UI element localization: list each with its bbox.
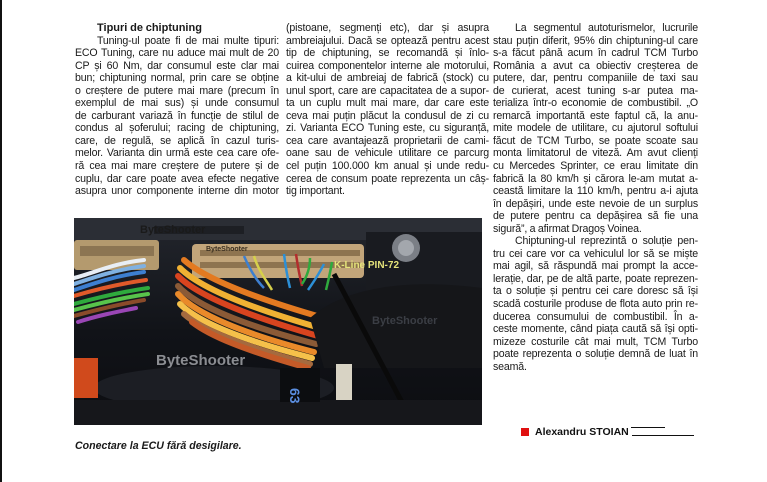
text-line: asupra unor componente interne din motor: [75, 185, 279, 198]
text-line: a kit-ului de ambreiaj de fabrică (stock) cu: [286, 72, 489, 85]
red-square-icon: [521, 428, 529, 436]
text-line: ECO Tuning, care nu aduce mai mult de 20: [75, 47, 279, 60]
article-column-1: [75, 22, 279, 198]
watermark-text: ByteShooter: [372, 315, 438, 327]
text-line: zi. Varianta ECO Tuning este, cu siguranță,: [286, 122, 489, 135]
text-line: România a avut ca obiectiv creșterea de: [493, 59, 698, 72]
text-line: melor. Varianta din urmă este cea care ofe-: [75, 147, 279, 160]
text-line: unul sport, care are capacitatea de a supor-: [286, 84, 489, 97]
text-line: ră cea mai mare creștere de putere și de: [75, 160, 279, 173]
text-line: (pistoane, segmenți etc), dar și asupra: [286, 22, 489, 34]
text-line: ceste momente, când piața caută să își opti-: [493, 323, 698, 336]
author-name: Alexandru STOIAN: [535, 426, 629, 438]
text-line: tig important.: [286, 185, 345, 198]
text-line: La segmentul autoturismelor, lucrurile: [515, 22, 698, 34]
text-line: ta un cuplu mult mai mare, dar care este: [286, 97, 489, 110]
text-line: Tuning-ul poate fi de mai multe tipuri:: [97, 34, 279, 47]
photo-caption: Conectare la ECU fără desigilare.: [75, 440, 242, 452]
text-line: scadă costurile produse de flota auto prin re-: [493, 298, 698, 311]
text-line: tip de chiptuning, se recomandă și înlo-: [286, 47, 489, 60]
text-line: ambreiajului. Dacă se optează pentru acest: [286, 34, 489, 47]
text-line: terializa într-o economie de combustibil. „O: [493, 97, 698, 110]
text-line: mite modele de utilitare, cu ajutorul softului: [493, 122, 698, 135]
text-line: de putere pentru ca depășirea să fie una: [493, 210, 698, 223]
watermark-text: ByteShooter: [206, 246, 248, 253]
text-line: cuirea componentelor interne ale motorului,: [286, 59, 489, 72]
text-line: cuplu, dar care poate avea efecte negative: [75, 172, 279, 185]
text-line: ceastă limitare la 110 km/h, pentru a-i ajuta: [493, 185, 698, 198]
text-line: mizeze costurile cât mai mult, TCM Turbo: [493, 335, 698, 348]
text-line: de carburant variază în funcție de stilul de: [75, 109, 279, 122]
article-subheading: Tipuri de chiptuning: [97, 22, 202, 34]
text-line: în depășiri, unde este nevoie de un surplus: [493, 197, 698, 210]
text-line: mai agil, să răspundă mai prompt la acce-: [493, 260, 698, 273]
text-line: lerație, dar, pe de altă parte, poate reprezen-: [493, 272, 698, 285]
svg-text:63: 63: [287, 388, 303, 404]
decorative-rule: [632, 435, 694, 436]
text-line: seamă.: [493, 360, 527, 373]
text-line: tru cei care vor ca vehiculul lor să se miște: [493, 247, 698, 260]
text-line: cel puțin 100.000 km anual și unde redu-: [286, 160, 489, 173]
text-line: condus al șoferului; racing de chiptuning,: [75, 122, 279, 135]
text-line: ta o soluție și pentru cei care doresc să își: [493, 285, 698, 298]
article-column-3: [493, 22, 698, 373]
text-line: cea care avantajează proprietarii de cami-: [286, 134, 489, 147]
text-line: o creștere de putere mai mare (precum în: [75, 84, 279, 97]
text-line: oane sau de vehicule utilitare ce parcurg: [286, 147, 489, 160]
text-line: CP și 60 Nm, dar consumul este clar mai: [75, 59, 279, 72]
text-line: monta limitatorul de viteză. Am avut clienți: [493, 147, 698, 160]
text-line: stau puțin diferit, 95% din chiptuning-ul care: [493, 34, 698, 47]
article-column-2: [286, 22, 489, 198]
text-line: sigură”, a afirmat Dragoș Voinea.: [493, 222, 642, 235]
text-line: făcut de TCM Turbo, se poate scoate sau: [493, 134, 698, 147]
text-line: cerea de consum poate reprezenta un câș-: [286, 172, 489, 185]
text-line: poate reprezenta o soluție demnă de luat în: [493, 348, 698, 361]
text-line: bun; chiptuning normal, prin care se obține: [75, 72, 279, 85]
text-line: ceva mai puțin plăcut la condusul de zi cu: [286, 109, 489, 122]
decorative-rule: [631, 427, 665, 428]
text-line: s-a făcut până acum în cadrul TCM Turbo: [493, 47, 698, 60]
page-edge-rule: [0, 0, 2, 482]
watermark-text: ByteShooter: [156, 352, 246, 369]
text-line: care, de regulă, se aplică în cazul turis-: [75, 134, 279, 147]
text-line: ducerea consumului de combustibil. În a-: [493, 310, 698, 323]
text-line: Chiptuning-ul reprezintă o soluție pen-: [515, 235, 698, 248]
text-line: de curierat, acest tuning s-ar putea ma-: [493, 84, 698, 97]
k-line-pin-label: K-Line PIN-72: [334, 260, 400, 271]
text-line: exemplul de mai sus) și unde consumul: [75, 97, 279, 110]
text-line: putere, dar, pentru companiile de taxi sau: [493, 72, 698, 85]
author-byline: [521, 426, 629, 438]
watermark-text: ByteShooter: [140, 224, 206, 236]
text-line: fabrică la 80 km/h și cărora le-am mutat a-: [493, 172, 698, 185]
text-line: remarcă importantă este faptul că, la anu-: [493, 109, 698, 122]
text-line: cu Mercedes Sprinter, ce erau limitate din: [493, 160, 698, 173]
ecu-connector-photo: [74, 218, 482, 425]
